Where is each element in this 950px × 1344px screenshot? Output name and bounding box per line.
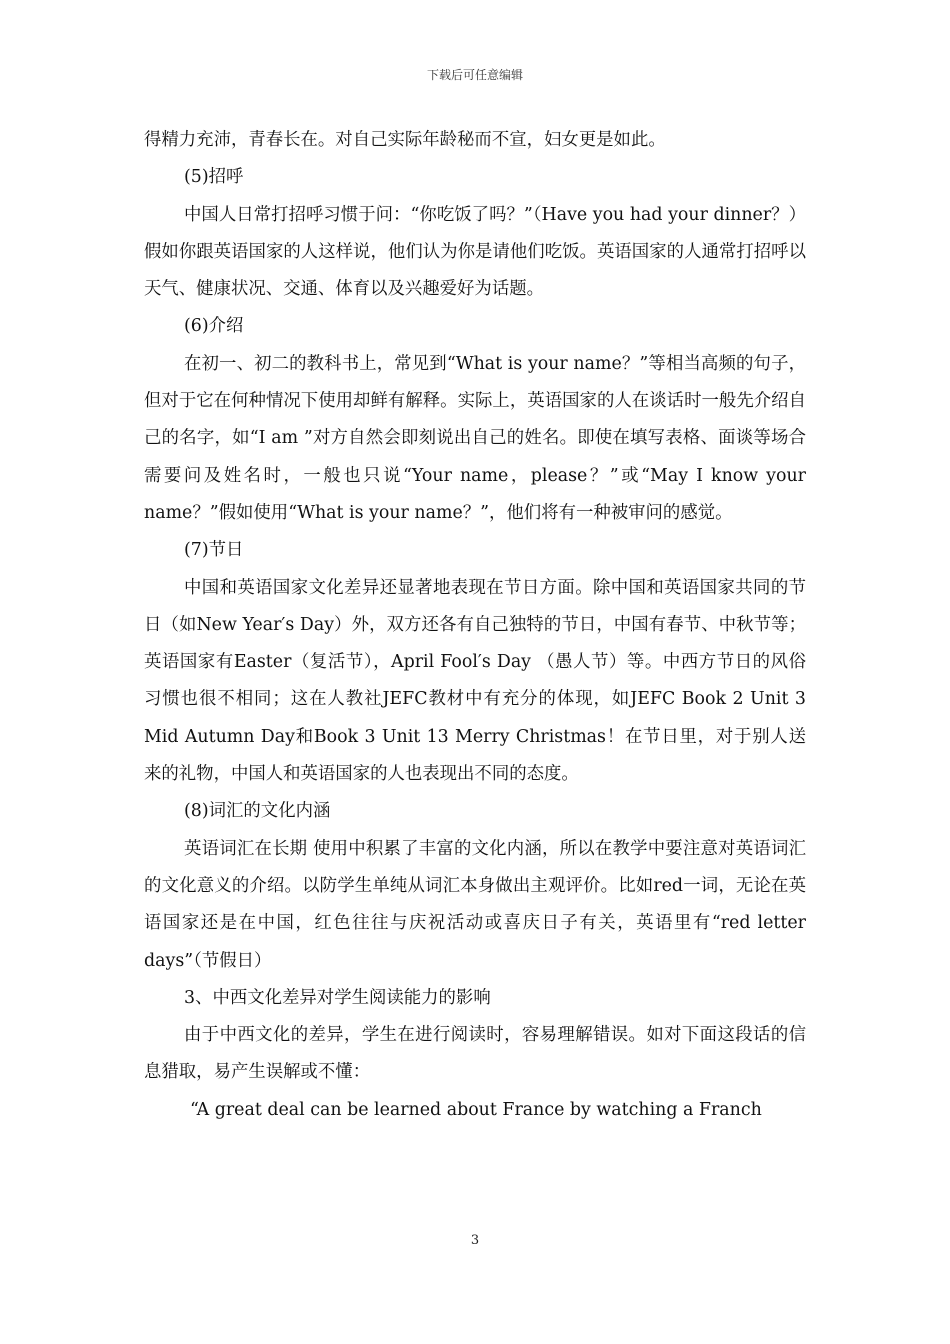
section-heading-festivals: (7)节日 — [184, 540, 244, 561]
quote-line: “A great deal can be learned about France by watching a Franch — [190, 1099, 762, 1120]
section-heading-introduction: (6)介绍 — [184, 316, 244, 337]
paragraph-festivals: 中国和英语国家文化差异还显著地表现在节日方面。除中国和英语国家共同的节日（如New Year′s Day）外，双方还各有自己独特的节日，中国有春节、中秋节等；英语国家有Easter（复活节），April Fool′s Day （愚人节）等。中西方节日的风俗习惯也很不相同；这在人教社JEFC教材中有充分的体现，如JEFC Book 2 Unit 3 Mid Autumn Day和Book 3 Unit 13 Merry Christmas！在节日里，对于别人送来的礼物，中国人和英语国家的人也表现出不同的态度。 — [144, 577, 806, 785]
paragraph-greeting: 中国人日常打招呼习惯于问：“你吃饭了吗？”（Have you had your dinner？）假如你跟英语国家的人这样说，他们认为你是请他们吃饭。英语国家的人通常打招呼以天气、健康状况、交通、体育以及兴趣爱好为话题。 — [144, 204, 806, 300]
paragraph-introduction: 在初一、初二的教科书上，常见到“What is your name？”等相当高频的句子，但对于它在何种情况下使用却鲜有解释。实际上，英语国家的人在谈话时一般先介绍自己的名字，如“I am ”对方自然会即刻说出自己的姓名。即使在填写表格、面谈等场合需要问及姓名时，一般也只说“Your name，please？”或“May I know your name？”假如使用“What is your name？”，他们将有一种被审问的感觉。 — [144, 353, 806, 523]
section-heading-reading: 3、中西文化差异对学生阅读能力的影响 — [184, 987, 491, 1008]
section-heading-greeting: (5)招呼 — [184, 167, 244, 188]
paragraph-continuation: 得精力充沛，青春长在。对自己实际年龄秘而不宣，妇女更是如此。 — [144, 130, 666, 150]
page-header: 下载后可任意编辑 — [426, 68, 523, 82]
paragraph-vocabulary: 英语词汇在长期 使用中积累了丰富的文化内涵，所以在教学中要注意对英语词汇的文化意义的介绍。以防学生单纯从词汇本身做出主观评价。比如red一词，无论在英语国家还是在中国，红色往往与庆祝活动或喜庆日子有关，英语里有“red letter days”（节假日） — [144, 838, 806, 971]
page-number: 3 — [470, 1233, 480, 1248]
paragraph-reading: 由于中西文化的差异，学生在进行阅读时，容易理解错误。如对下面这段话的信息猎取，易产生误解或不懂： — [144, 1025, 806, 1083]
page-body — [144, 122, 806, 1129]
section-heading-vocabulary: (8)词汇的文化内涵 — [184, 801, 331, 822]
